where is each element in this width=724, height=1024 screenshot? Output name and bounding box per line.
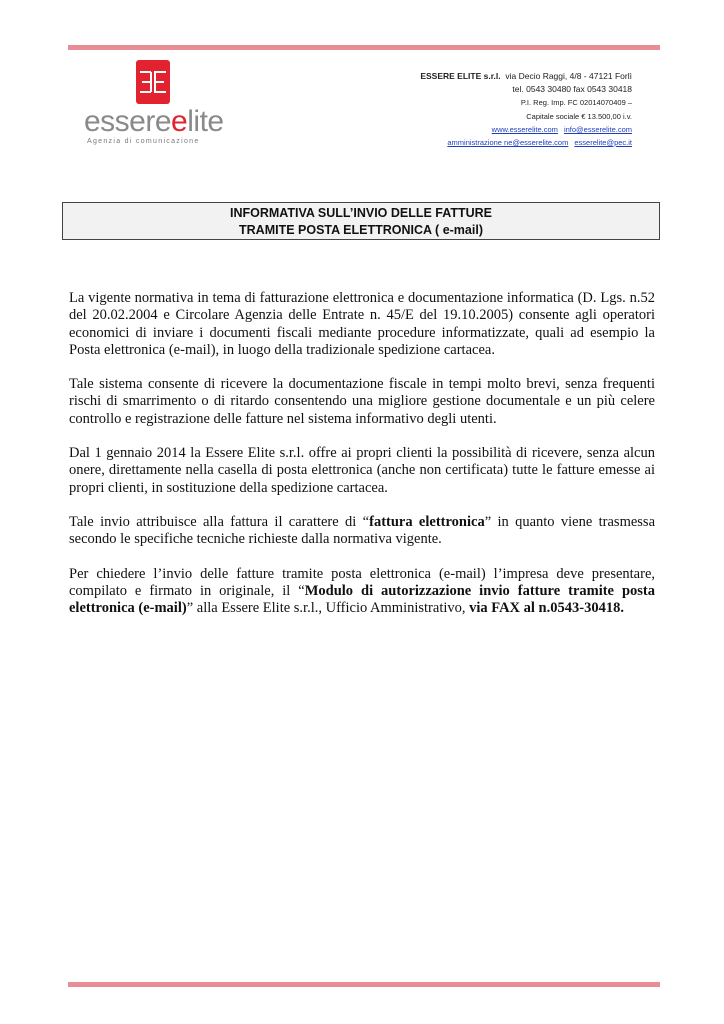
logo-mark [136, 60, 170, 104]
logo-mark-glyph [136, 60, 170, 104]
paragraph-5-text-c: ” alla Essere Elite s.r.l., Ufficio Amministrativo, [186, 600, 470, 617]
paragraph-5-bold-module: Modulo di autorizzazione invio fatture tramite posta elettronica (e-mail) [69, 582, 655, 617]
logo-word-post: lite [187, 105, 224, 138]
website-link[interactable]: www.esserelite.com [491, 124, 558, 134]
company-phone: tel. 0543 30480 fax 0543 30418 [512, 84, 632, 95]
paragraph-4 [69, 514, 655, 549]
document-title-box [62, 202, 660, 240]
paragraph-5 [69, 566, 655, 618]
paragraph-4-text-c: ” in quanto viene trasmessa secondo le specifiche tecniche richieste dalla normativa vigente. [69, 513, 656, 548]
footer-divider [68, 982, 660, 987]
logo-word-pre: essere [84, 105, 172, 138]
logo-wordmark [84, 106, 224, 138]
logo-tagline: Agenzia di comunicazione [87, 138, 200, 145]
paragraph-3: Dal 1 gennaio 2014 la Essere Elite s.r.l. offre ai propri clienti la possibilità di ricevere, senza alcun onere, direttamente nella casella di posta elettronica (anche non certificata) tutte le fatture emesse ai propri clienti, in sostituzione della spedizione cartacea. [69, 445, 655, 496]
company-address: via Decio Raggi, 4/8 - 47121 Forlì [505, 71, 632, 81]
logo-word-highlight: e [171, 105, 188, 138]
admin-email-link[interactable]: amministrazione ne@esserelite.com [447, 138, 569, 148]
document-body [69, 290, 655, 634]
company-capital: Capitale sociale € 13.500,00 i.v. [526, 111, 632, 121]
paragraph-5-bold-fax: via FAX al n.0543-30418. [469, 600, 624, 617]
paragraph-2: Tale sistema consente di ricevere la documentazione fiscale in tempi molto brevi, senza frequenti rischi di smarrimento o di ritardo consentendo una migliore gestione documentale e un più celere controllo e registrazione delle fatture nel sistema informativo degli utenti. [69, 376, 655, 427]
paragraph-4-bold: fattura elettronica [369, 513, 485, 530]
paragraph-4-text-a: Tale invio attribuisce alla fattura il carattere di “ [69, 513, 370, 530]
title-line-1: INFORMATIVA SULL’INVIO DELLE FATTURE [229, 206, 493, 220]
company-logo [84, 60, 224, 150]
header-divider [68, 45, 660, 50]
paragraph-5-text-a: Per chiedere l’invio delle fatture tramite posta elettronica (e-mail) l’impresa deve presentare, compilato e firmato in originale, il “ [69, 565, 655, 599]
company-info [420, 70, 632, 149]
company-name: ESSERE ELITE s.r.l. [420, 71, 501, 81]
company-reg: P.I. Reg. Imp. FC 02014070409 – [520, 98, 632, 108]
paragraph-1: La vigente normativa in tema di fatturazione elettronica e documentazione informatica (D. Lgs. n.52 del 20.02.2004 e Circolare Agenzia delle Entrate n. 45/E del 19.10.2005) consente agli operatori economici di inviare i documenti fiscali mediante procedure informatizzate, quali ad esempio la Posta elettronica (e-mail), in luogo della tradizionale spedizione cartacea. [69, 290, 655, 358]
pec-email-link[interactable]: esserelite@pec.it [574, 138, 632, 148]
title-line-2: TRAMITE POSTA ELETTRONICA ( e-mail) [239, 223, 483, 237]
info-email-link[interactable]: info@esserelite.com [563, 124, 632, 134]
